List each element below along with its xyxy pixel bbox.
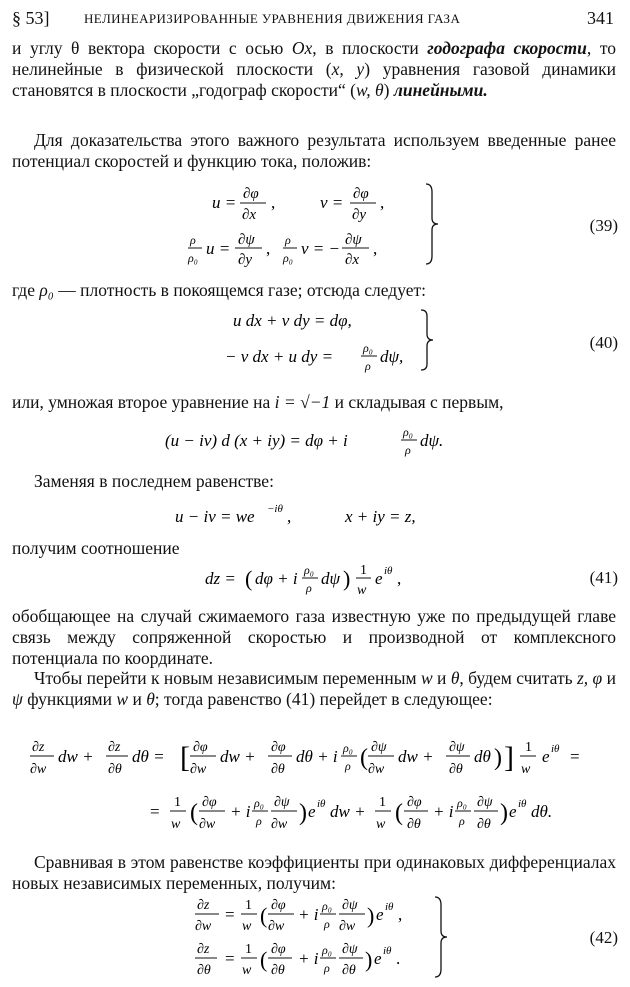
svg-text:iθ: iθ (383, 945, 392, 957)
svg-text:u − iv = we: u − iv = we (175, 507, 255, 526)
svg-text:e: e (376, 905, 384, 924)
svg-text:(: ( (395, 800, 403, 826)
svg-text:iθ: iθ (518, 798, 527, 810)
svg-text:ρ₀: ρ₀ (304, 563, 314, 577)
svg-text:∂w: ∂w (271, 817, 288, 832)
svg-text:+ i: + i (433, 802, 454, 821)
svg-text:∂x: ∂x (242, 207, 257, 223)
svg-text:1: 1 (525, 740, 532, 755)
paragraph-intro: и углу θ вектора скорости с осью Ox, в плоскости годографа скорости, то нелинейные в физической плоскости (x, y) уравнения газовой динамики становятся в плоскости „годограф скорости“ (w, θ) линейными. (12, 38, 617, 100)
svg-text:=: = (570, 747, 580, 766)
equation-substitution (175, 500, 475, 536)
svg-text:dw +: dw + (58, 747, 94, 766)
svg-text:v =: v = (320, 193, 344, 212)
svg-text:.: . (396, 949, 401, 968)
svg-text:∂w: ∂w (195, 919, 212, 934)
svg-text:w: w (521, 762, 531, 777)
svg-text:,: , (373, 239, 378, 258)
svg-text:∂θ: ∂θ (449, 762, 463, 777)
svg-text:]: ] (504, 741, 514, 774)
svg-text:∂w: ∂w (368, 762, 385, 777)
svg-text:=: = (225, 905, 235, 924)
svg-text:iθ: iθ (317, 798, 326, 810)
svg-text:∂θ: ∂θ (342, 963, 356, 978)
svg-text:ρ: ρ (256, 814, 262, 828)
svg-text:∂θ: ∂θ (271, 762, 285, 777)
svg-text:∂x: ∂x (345, 252, 360, 268)
equation-total-differential-line1 (30, 733, 620, 791)
svg-text:dθ: dθ (474, 747, 491, 766)
svg-text:ρ: ρ (190, 233, 196, 247)
svg-text:− v dx + u dy =: − v dx + u dy = (225, 347, 334, 366)
svg-text:∂φ: ∂φ (193, 740, 208, 755)
svg-text:ρ₀: ρ₀ (188, 251, 198, 265)
svg-text:=: = (225, 949, 235, 968)
svg-text:): ) (500, 800, 508, 826)
svg-text:ρ: ρ (345, 759, 351, 773)
svg-text:w: w (357, 583, 367, 598)
svg-text:1: 1 (379, 795, 386, 810)
svg-text:iθ: iθ (384, 565, 393, 577)
svg-text:+ i: + i (298, 905, 319, 924)
paragraph-proof-intro: Для доказательства этого важного результата используем введенные ранее потенциал скоростей и функцию тока, положив: (12, 130, 616, 171)
svg-text:∂w: ∂w (268, 919, 285, 934)
equation-label-39: (39) (589, 216, 618, 235)
svg-text:): ) (299, 800, 307, 826)
svg-text:dz =: dz = (205, 569, 236, 588)
svg-text:∂φ: ∂φ (271, 740, 286, 755)
paragraph-multiply: или, умножая второе уравнение на i = √−1 и складывая с первым, (12, 392, 504, 412)
svg-text:u =: u = (206, 239, 231, 258)
svg-text:(u − iv) d (x + iy) = dφ + i: (u − iv) d (x + iy) = dφ + i (165, 431, 348, 450)
svg-text:w: w (376, 817, 386, 832)
svg-text:∂z: ∂z (197, 942, 210, 957)
svg-text:∂φ: ∂φ (407, 795, 422, 810)
svg-text:ρ₀: ρ₀ (363, 341, 373, 355)
running-header (12, 8, 620, 32)
svg-text:dψ: dψ (321, 569, 341, 588)
svg-text:∂ψ: ∂ψ (371, 740, 387, 755)
svg-text:iθ: iθ (385, 901, 394, 913)
svg-text:dw +: dw + (330, 802, 366, 821)
svg-text:(: ( (245, 566, 253, 591)
page-number: 341 (587, 8, 614, 28)
svg-text:iθ: iθ (551, 743, 560, 755)
svg-text:(: ( (260, 947, 268, 972)
paragraph-density: где ρ₀ — плотность в покоящемся газе; отсюда следует: (12, 280, 427, 300)
svg-text:ρ: ρ (324, 961, 330, 975)
paragraph-substitute: Заменяя в последнем равенстве: (34, 471, 274, 491)
svg-text:dθ + i: dθ + i (296, 747, 338, 766)
svg-text:ρ: ρ (306, 581, 312, 595)
svg-text:∂ψ: ∂ψ (449, 740, 465, 755)
svg-text:ρ₀: ρ₀ (283, 251, 293, 265)
svg-text:ρ: ρ (285, 233, 291, 247)
svg-text:∂w: ∂w (339, 919, 356, 934)
svg-text:dθ.: dθ. (531, 802, 553, 821)
svg-text:∂z: ∂z (197, 898, 210, 913)
paragraph-relation: получим соотношение (12, 538, 180, 558)
svg-text:∂ψ: ∂ψ (477, 795, 493, 810)
svg-text:): ) (494, 745, 502, 771)
svg-text:=: = (150, 802, 160, 821)
svg-text:,: , (397, 569, 402, 588)
svg-text:,: , (380, 193, 385, 212)
svg-text:∂θ: ∂θ (477, 817, 491, 832)
svg-text:∂θ: ∂θ (197, 963, 211, 978)
svg-text:∂ψ: ∂ψ (342, 942, 358, 957)
svg-text:∂θ: ∂θ (108, 762, 122, 777)
svg-text:u dx + v dy = dφ,: u dx + v dy = dφ, (233, 311, 352, 330)
svg-text:ρ: ρ (324, 917, 330, 931)
svg-text:w: w (242, 919, 252, 934)
svg-text:u =: u = (212, 193, 237, 212)
svg-text:∂y: ∂y (238, 252, 253, 268)
svg-text:e: e (375, 569, 383, 588)
svg-text:ρ: ρ (365, 359, 371, 373)
equation-39 (180, 178, 450, 274)
svg-text:∂w: ∂w (30, 762, 47, 777)
svg-text:(: ( (260, 903, 268, 928)
svg-text:∂z: ∂z (32, 740, 45, 755)
equation-label-40: (40) (589, 333, 618, 352)
svg-text:∂φ: ∂φ (271, 898, 286, 913)
section-number: § 53] (12, 8, 50, 28)
svg-text:): ) (365, 947, 373, 972)
svg-text:e: e (374, 949, 382, 968)
svg-text:w: w (242, 963, 252, 978)
svg-text:ρ₀: ρ₀ (322, 899, 332, 913)
svg-text:ρ₀: ρ₀ (254, 796, 264, 810)
svg-text:1: 1 (174, 795, 181, 810)
svg-text:∂φ: ∂φ (202, 795, 217, 810)
svg-text:∂ψ: ∂ψ (274, 795, 290, 810)
svg-text:1: 1 (360, 563, 367, 578)
equation-40 (225, 304, 445, 380)
svg-text:dθ =: dθ = (132, 747, 165, 766)
svg-text:v = −: v = − (301, 239, 340, 258)
svg-text:x + iy = z,: x + iy = z, (345, 507, 416, 526)
svg-text:(: ( (360, 745, 368, 771)
paragraph-compare-coefficients: Сравнивая в этом равенстве коэффициенты при одинаковых дифференциалах новых независимых переменных, получим: (12, 852, 616, 893)
equation-42 (195, 893, 455, 987)
svg-text:dψ.: dψ. (420, 431, 444, 450)
svg-text:ρ₀: ρ₀ (457, 796, 467, 810)
svg-text:ρ₀: ρ₀ (403, 425, 413, 439)
svg-text:+ i: + i (298, 949, 319, 968)
svg-text:,: , (266, 239, 271, 258)
svg-text:∂ψ: ∂ψ (342, 898, 358, 913)
svg-text:dw +: dw + (220, 747, 256, 766)
svg-text:e: e (308, 802, 316, 821)
svg-text:e: e (542, 747, 550, 766)
svg-text:): ) (367, 903, 375, 928)
paragraph-generalization: обобщающее на случай сжимаемого газа известную уже по предыдущей главе связь между сопряженной скоростью и производной от комплексного потенциала по координате. (12, 606, 616, 668)
svg-text:dφ + i: dφ + i (255, 569, 298, 588)
svg-text:∂θ: ∂θ (271, 963, 285, 978)
equation-label-42: (42) (589, 928, 618, 947)
svg-text:ρ: ρ (459, 814, 465, 828)
svg-text:ρ: ρ (405, 443, 411, 457)
svg-text:dψ,: dψ, (380, 347, 404, 366)
svg-text:ρ₀: ρ₀ (322, 943, 332, 957)
svg-text:1: 1 (245, 898, 252, 913)
svg-text:,: , (271, 193, 276, 212)
svg-text:[: [ (180, 741, 190, 774)
svg-text:1: 1 (245, 942, 252, 957)
svg-text:w: w (171, 817, 181, 832)
svg-text:∂φ: ∂φ (243, 186, 259, 202)
equation-total-differential-line2 (150, 788, 620, 846)
running-title: НЕЛИНЕАРИЗИРОВАННЫЕ УРАВНЕНИЯ ДВИЖЕНИЯ ГАЗА (84, 11, 461, 26)
equation-complex-differential (165, 420, 475, 468)
svg-text:∂w: ∂w (190, 762, 207, 777)
equation-41 (205, 558, 425, 608)
svg-text:∂φ: ∂φ (271, 942, 286, 957)
svg-text:∂ψ: ∂ψ (345, 232, 362, 248)
svg-text:e: e (509, 802, 517, 821)
svg-text:∂w: ∂w (199, 817, 216, 832)
svg-text:dw +: dw + (398, 747, 434, 766)
svg-text:−iθ: −iθ (267, 503, 283, 515)
svg-text:∂θ: ∂θ (407, 817, 421, 832)
svg-text:+ i: + i (230, 802, 251, 821)
svg-text:,: , (287, 507, 292, 526)
svg-text:∂ψ: ∂ψ (238, 232, 255, 248)
svg-text:): ) (343, 566, 351, 591)
svg-text:,: , (398, 905, 403, 924)
svg-text:∂φ: ∂φ (353, 186, 369, 202)
svg-text:(: ( (190, 800, 198, 826)
svg-text:∂y: ∂y (352, 207, 367, 223)
svg-text:ρ₀: ρ₀ (343, 741, 353, 755)
equation-label-41: (41) (589, 568, 618, 587)
paragraph-new-variables: Чтобы перейти к новым независимым переменным w и θ, будем считать z, φ и ψ функциями w и θ; тогда равенство (41) перейдет в следующее: (12, 668, 616, 709)
svg-text:∂z: ∂z (108, 740, 121, 755)
